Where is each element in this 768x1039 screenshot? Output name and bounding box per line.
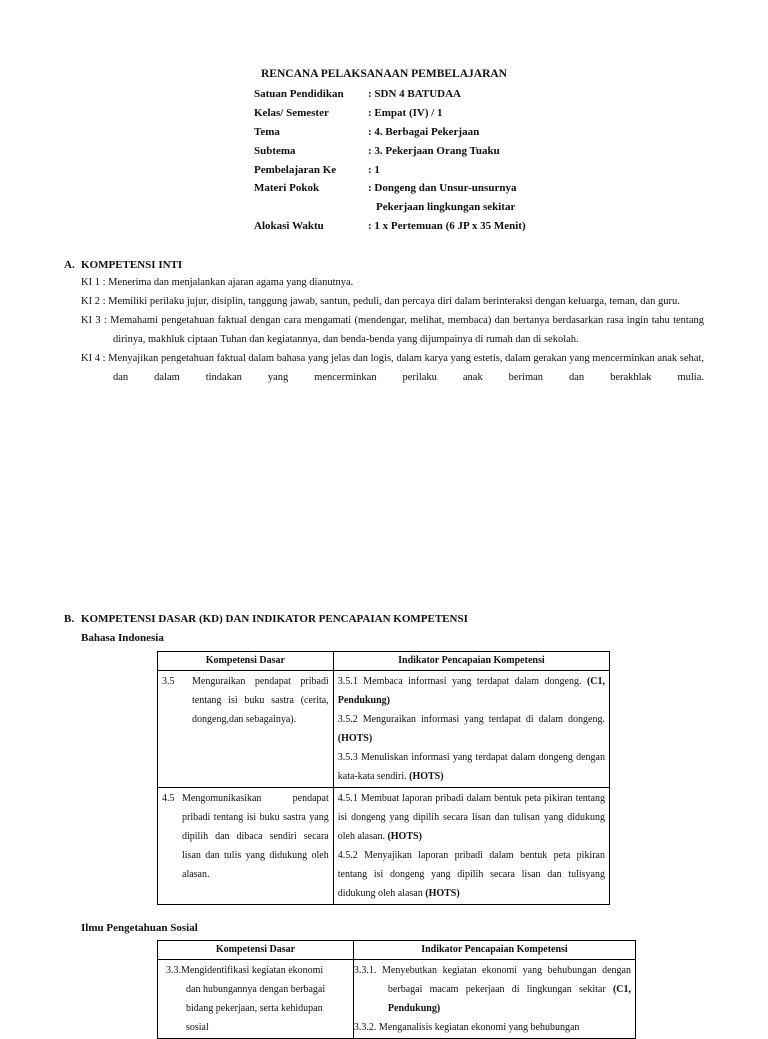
header-key: Satuan Pendidikan (254, 88, 344, 100)
table-row (158, 788, 610, 905)
header-key: Subtema (254, 145, 296, 157)
section-a-number: A. (64, 259, 75, 271)
subject-ips: Ilmu Pengetahuan Sosial (81, 922, 198, 934)
section-b-number: B. (64, 613, 75, 625)
bahasa-col-indicator-header: Indikator Pencapaian Kompetensi (333, 652, 609, 671)
kd-number: 3.5 (162, 676, 175, 687)
header-key: Kelas/ Semester (254, 107, 329, 119)
ips-kd-table (157, 940, 636, 1039)
kd-text: Menguraikan pendapat pribadi tentang isi buku sastra (cerita, dongeng,dan sebagainya). (192, 676, 329, 725)
indicator-cell (353, 960, 635, 1039)
subject-bahasa-indonesia: Bahasa Indonesia (81, 632, 164, 644)
header-value: : Empat (IV) / 1 (368, 107, 443, 119)
kd-text: 3.3.Mengidentifikasi kegiatan ekonomi dan hubungannya dengan berbagai bidang pekerjaan, serta kehidupan sosial (166, 965, 326, 1033)
indicator-cell (333, 788, 609, 905)
header-key: Alokasi Waktu (254, 220, 324, 232)
bahasa-col-kd-header: Kompetensi Dasar (158, 652, 334, 671)
header-value: : 4. Berbagai Pekerjaan (368, 126, 480, 138)
ki-item-1: KI 1 : Menerima dan menjalankan ajaran agama yang dianutnya. (81, 277, 354, 288)
section-b-heading (64, 613, 468, 625)
ki-item-4: KI 4 : Menyajikan pengetahuan faktual dalam bahasa yang jelas dan logis, dalam karya yang estetis, dalam gerakan yang mencerminkan anak sehat, dan dalam tindakan yang mencerminkan perilaku anak beriman dan berakhlak mulia. (81, 353, 704, 383)
indicator-item: 3.5.3 Menuliskan informasi yang terdapat dalam dongeng dengan kata-kata sendiri. (HOTS) (337, 752, 605, 782)
kd-cell (158, 671, 334, 788)
header-value: : 3. Pekerjaan Orang Tuaku (368, 145, 500, 157)
header-value: : SDN 4 BATUDAA (368, 88, 461, 100)
header-value: Pekerjaan lingkungan sekitar (376, 201, 516, 213)
table-row (158, 960, 636, 1039)
header-value: : 1 (368, 164, 380, 176)
document-title: RENCANA PELAKSANAAN PEMBELAJARAN (261, 68, 507, 80)
indicator-item: 3.5.2 Menguraikan informasi yang terdapat di dalam dongeng. (HOTS) (337, 714, 605, 744)
indicator-item: 4.5.1 Membuat laporan pribadi dalam bentuk peta pikiran tentang isi dongeng yang dipilih secara lisan dan tulisan yang didukung oleh alasan. (HOTS) (337, 793, 605, 842)
section-a-title: KOMPETENSI INTI (81, 259, 183, 271)
kd-cell (158, 960, 354, 1039)
indicator-item: 4.5.2 Menyajikan laporan pribadi dalam bentuk peta pikiran tentang isi dongeng yang dipilih secara lisan dan tulisyang didukung oleh alasan (HOTS) (337, 850, 605, 899)
indicator-item: 3.5.1 Membaca informasi yang terdapat dalam dongeng. (C1, Pendukung) (337, 676, 605, 706)
header-key: Pembelajaran Ke (254, 164, 337, 176)
kd-number: 4.5 (162, 793, 175, 804)
section-a-heading (64, 259, 182, 271)
ki-item-2: KI 2 : Memiliki perilaku jujur, disiplin, tanggung jawab, santun, peduli, dan percaya diri dalam berinteraksi dengan keluarga, teman, dan guru. (81, 296, 680, 307)
header-key: Tema (254, 126, 280, 138)
header-key: Materi Pokok (254, 182, 320, 194)
kd-cell (158, 788, 334, 905)
ki-list (81, 273, 704, 387)
section-b-title: KOMPETENSI DASAR (KD) DAN INDIKATOR PENCAPAIAN KOMPETENSI (81, 613, 468, 625)
header-value: : Dongeng dan Unsur-unsurnya (368, 182, 517, 194)
ki-item-3: KI 3 : Memahami pengetahuan faktual dengan cara mengamati (mendengar, melihat, membaca) dan bertanya berdasarkan rasa ingin tahu tentang dirinya, makhluk ciptaan Tuhan dan kegiatannya, dan benda-benda yang dijumpainya di rumah dan di sekolah. (81, 315, 704, 345)
kd-text: Mengomunikasikan pendapat pribadi tentang isi buku sastra yang dipilih dan dibaca sendiri secara lisan dan tulis yang didukung oleh alasan. (182, 793, 329, 880)
indicator-item: 3.3.2. Menganalisis kegiatan ekonomi yang behubungan (353, 1022, 580, 1033)
ips-col-indicator-header: Indikator Pencapaian Kompetensi (353, 941, 635, 960)
bahasa-kd-table (157, 651, 610, 905)
header-value: : 1 x Pertemuan (6 JP x 35 Menit) (368, 220, 526, 232)
indicator-item: 3.3.1. Menyebutkan kegiatan ekonomi yang behubungan dengan berbagai macam pekerjaan di lingkungan sekitar (C1, Pendukung) (353, 965, 631, 1014)
ips-col-kd-header: Kompetensi Dasar (158, 941, 354, 960)
indicator-cell (333, 671, 609, 788)
table-row (158, 671, 610, 788)
